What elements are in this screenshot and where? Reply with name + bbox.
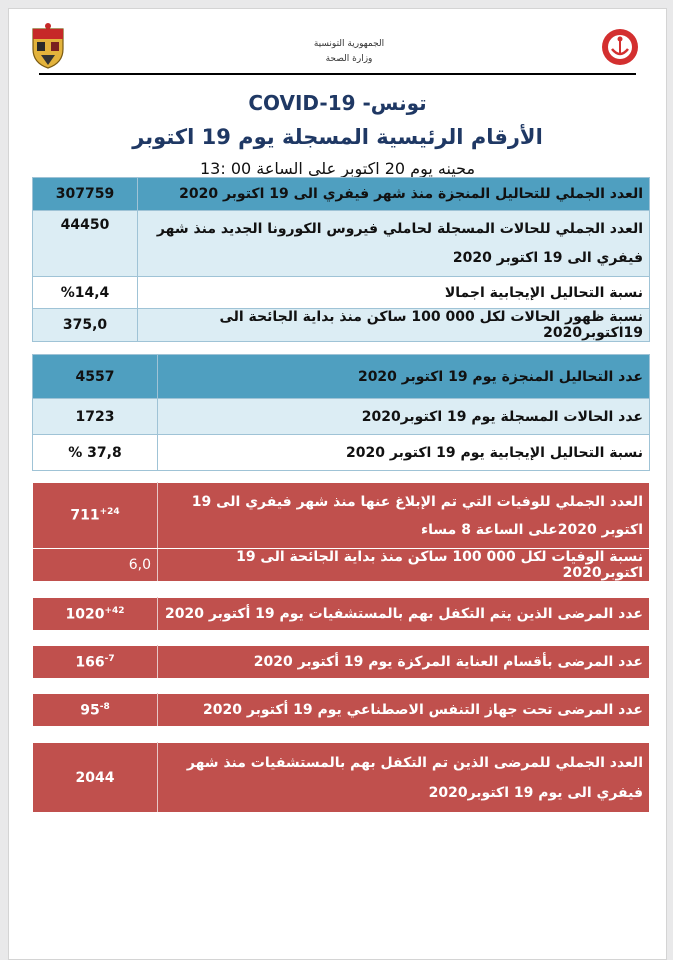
tunisia-emblem-icon <box>29 23 67 69</box>
table-row <box>33 399 650 435</box>
update-time: محينه يوم 20 اكتوبر على الساعة 00 :13 <box>199 159 476 178</box>
hospital-table <box>32 597 650 631</box>
cumulative-table <box>32 177 650 342</box>
total-hospital-table <box>32 742 650 813</box>
bulletin-page <box>8 8 667 960</box>
value-number: 1020 <box>65 606 105 623</box>
value-delta: +24 <box>99 507 120 518</box>
stat-value: % 37,8 <box>33 435 158 471</box>
ventilator-table <box>32 693 650 727</box>
ministry-header <box>269 37 429 67</box>
stat-value: 4557 <box>33 355 158 399</box>
value-number: 166 <box>75 654 105 671</box>
header-divider <box>39 73 636 75</box>
table-row <box>33 483 650 549</box>
ministry-name: وزارة الصحة <box>325 54 373 64</box>
table-row <box>33 277 650 309</box>
stat-label: عدد التحاليل المنجزة يوم 19 اكتوبر 2020 <box>158 355 650 399</box>
stat-value: 1723 <box>33 399 158 435</box>
stat-value: 2044 <box>33 743 158 813</box>
page-subtitle: الأرقام الرئيسية المسجلة يوم 19 اكتوبر <box>132 125 543 149</box>
icu-table <box>32 645 650 679</box>
table-row <box>33 435 650 471</box>
stat-value <box>33 483 158 549</box>
stat-value <box>33 694 158 727</box>
stat-value <box>33 598 158 631</box>
health-ministry-logo-icon <box>600 27 640 67</box>
table-row <box>33 549 650 582</box>
stat-label: نسبة ظهور الحالات لكل 000 100 ساكن منذ بداية الجائحة الى 19اكتوبر2020 <box>138 309 650 342</box>
daily-table <box>32 354 650 471</box>
stat-label: العدد الجملي للحالات المسجلة لحاملي فيروس الكورونا الجديد منذ شهر فيفري الى 19 اكتوبر 2020 <box>138 211 650 277</box>
stat-label: عدد المرضى الذين يتم التكفل بهم بالمستشفيات يوم 19 أكتوبر 2020 <box>158 598 650 631</box>
page-title: COVID-19 -تونس <box>248 91 427 115</box>
stat-label: عدد الحالات المسجلة يوم 19 اكتوبر2020 <box>158 399 650 435</box>
stat-value: %14,4 <box>33 277 138 309</box>
stat-label: عدد المرضى تحت جهاز التنفس الاصطناعي يوم 19 أكتوبر 2020 <box>158 694 650 727</box>
deaths-table <box>32 482 650 582</box>
table-row <box>33 743 650 813</box>
republic-name: الجمهورية التونسية <box>313 39 385 49</box>
table-row <box>33 646 650 679</box>
stat-label: العدد الجملي للتحاليل المنجزة منذ شهر فيفري الى 19 اكتوبر 2020 <box>138 178 650 211</box>
table-row <box>33 598 650 631</box>
stat-label: نسبة التحاليل الإيجابية اجمالا <box>138 277 650 309</box>
table-row <box>33 694 650 727</box>
value-delta: -8 <box>99 701 110 712</box>
stat-value <box>33 646 158 679</box>
stat-value: 6,0 <box>33 549 158 582</box>
stat-value: 44450 <box>33 211 138 277</box>
stat-value: 307759 <box>33 178 138 211</box>
stat-label: عدد المرضى بأقسام العناية المركزة يوم 19 أكتوبر 2020 <box>158 646 650 679</box>
value-number: 711 <box>70 507 100 524</box>
stat-value: 375,0 <box>33 309 138 342</box>
table-row <box>33 211 650 277</box>
table-row <box>33 355 650 399</box>
value-number: 95 <box>80 702 100 719</box>
value-delta: -7 <box>104 653 115 664</box>
value-delta: +42 <box>104 605 125 616</box>
stat-label: العدد الجملي للمرضى الذين تم التكفل بهم بالمستشفيات منذ شهر فيفري الى يوم 19 اكتوبر2020 <box>158 743 650 813</box>
table-row <box>33 178 650 211</box>
stat-label: العدد الجملي للوفيات التي تم الإبلاغ عنها منذ شهر فيفري الى 19 اكتوبر 2020على الساعة 8 مساء <box>158 483 650 549</box>
stat-label: نسبة الوفيات لكل 000 100 ساكن منذ بداية الجائحة الى 19 اكتوبر2020 <box>158 549 650 582</box>
table-row <box>33 309 650 342</box>
stat-label: نسبة التحاليل الإيجابية يوم 19 اكتوبر 2020 <box>158 435 650 471</box>
